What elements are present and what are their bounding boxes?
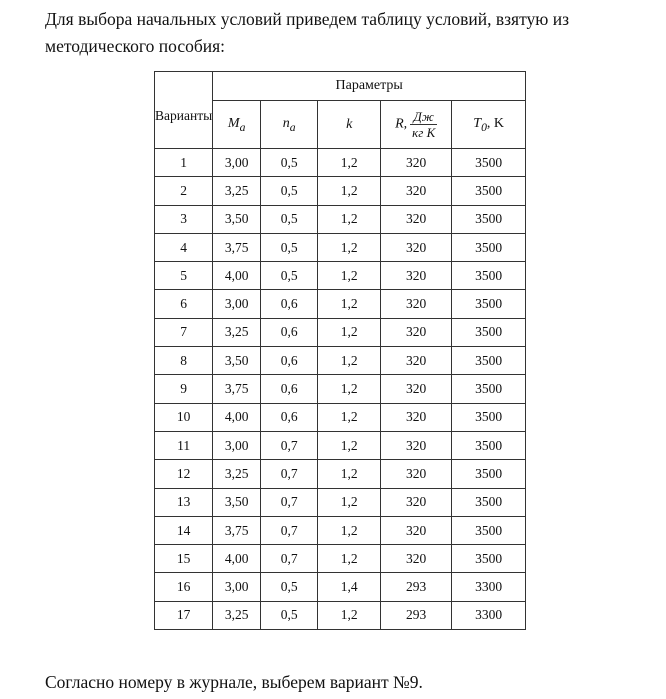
table-row — [155, 347, 526, 375]
r-column-header — [381, 101, 452, 149]
t0-unit: , K — [486, 115, 505, 131]
variant-cell: 5 — [155, 262, 213, 290]
t0-cell: 3500 — [452, 488, 526, 516]
n-cell: 0,7 — [261, 460, 318, 488]
variant-cell: 17 — [155, 601, 213, 629]
r-cell: 320 — [381, 545, 452, 573]
table-row — [155, 318, 526, 346]
r-cell: 320 — [381, 460, 452, 488]
subscript: 0 — [481, 120, 487, 134]
intro-paragraph: Для выбора начальных условий приведем таблицу условий, взятую из методического пособия: — [45, 9, 569, 56]
conclusion-paragraph: Согласно номеру в журнале, выберем вариант №9. — [45, 672, 423, 692]
table-body — [155, 149, 526, 630]
r-cell: 320 — [381, 262, 452, 290]
n-cell: 0,6 — [261, 375, 318, 403]
t0-cell: 3500 — [452, 347, 526, 375]
conditions-table-wrapper — [154, 71, 526, 630]
r-cell: 320 — [381, 149, 452, 177]
variant-cell: 7 — [155, 318, 213, 346]
k-cell: 1,2 — [318, 205, 381, 233]
k-cell: 1,2 — [318, 290, 381, 318]
k-cell: 1,2 — [318, 149, 381, 177]
t0-cell: 3500 — [452, 290, 526, 318]
k-cell: 1,2 — [318, 375, 381, 403]
k-cell: 1,2 — [318, 177, 381, 205]
table-row — [155, 403, 526, 431]
n-cell: 0,7 — [261, 516, 318, 544]
n-cell: 0,6 — [261, 290, 318, 318]
k-cell: 1,2 — [318, 431, 381, 459]
variant-cell: 8 — [155, 347, 213, 375]
mass-cell: 3,25 — [213, 601, 261, 629]
variant-column-header: Варианты — [155, 72, 213, 149]
table-row — [155, 460, 526, 488]
t0-cell: 3500 — [452, 375, 526, 403]
variant-cell: 16 — [155, 573, 213, 601]
k-cell: 1,2 — [318, 545, 381, 573]
r-cell: 320 — [381, 347, 452, 375]
n-cell: 0,5 — [261, 149, 318, 177]
r-cell: 320 — [381, 205, 452, 233]
t0-cell: 3500 — [452, 403, 526, 431]
t0-cell: 3500 — [452, 516, 526, 544]
t0-cell: 3500 — [452, 233, 526, 261]
r-unit-denominator: кг К — [412, 125, 436, 140]
r-cell: 320 — [381, 403, 452, 431]
table-row — [155, 205, 526, 233]
table-row — [155, 375, 526, 403]
table-row — [155, 177, 526, 205]
n-cell: 0,5 — [261, 573, 318, 601]
k-cell: 1,4 — [318, 573, 381, 601]
variant-cell: 3 — [155, 205, 213, 233]
t0-column-header: $T_0$, K — [452, 101, 526, 149]
mass-cell: 3,50 — [213, 205, 261, 233]
table-row — [155, 516, 526, 544]
k-cell: 1,2 — [318, 318, 381, 346]
variant-cell: 13 — [155, 488, 213, 516]
t0-cell: 3500 — [452, 205, 526, 233]
n-cell: 0,7 — [261, 545, 318, 573]
table-row — [155, 488, 526, 516]
r-cell: 320 — [381, 318, 452, 346]
r-cell: 320 — [381, 516, 452, 544]
mass-cell: 3,00 — [213, 149, 261, 177]
k-cell: 1,2 — [318, 488, 381, 516]
table-row — [155, 573, 526, 601]
mass-cell: 3,25 — [213, 460, 261, 488]
mass-cell: 4,00 — [213, 545, 261, 573]
table-row — [155, 233, 526, 261]
n-cell: 0,5 — [261, 177, 318, 205]
r-cell: 320 — [381, 488, 452, 516]
t0-cell: 3500 — [452, 177, 526, 205]
r-cell: 320 — [381, 233, 452, 261]
n-cell: 0,5 — [261, 233, 318, 261]
mass-cell: 3,50 — [213, 488, 261, 516]
mass-cell: 4,00 — [213, 262, 261, 290]
r-cell: 293 — [381, 573, 452, 601]
variant-cell: 9 — [155, 375, 213, 403]
variant-cell: 1 — [155, 149, 213, 177]
n-cell: 0,6 — [261, 318, 318, 346]
table-row — [155, 149, 526, 177]
table-row — [155, 262, 526, 290]
r-cell: 320 — [381, 177, 452, 205]
r-cell: 320 — [381, 290, 452, 318]
mass-cell: 3,50 — [213, 347, 261, 375]
n-column-header: $n_а$ — [261, 101, 318, 149]
r-cell: 293 — [381, 601, 452, 629]
n-cell: 0,7 — [261, 431, 318, 459]
variant-cell: 12 — [155, 460, 213, 488]
r-label: R, — [395, 116, 408, 132]
variant-cell: 4 — [155, 233, 213, 261]
r-unit-fraction — [410, 109, 437, 140]
k-cell: 1,2 — [318, 601, 381, 629]
table-row — [155, 601, 526, 629]
variant-cell: 10 — [155, 403, 213, 431]
mass-cell: 3,25 — [213, 177, 261, 205]
t0-cell: 3500 — [452, 431, 526, 459]
n-cell: 0,5 — [261, 601, 318, 629]
mass-cell: 3,75 — [213, 516, 261, 544]
t0-cell: 3300 — [452, 601, 526, 629]
t0-cell: 3500 — [452, 149, 526, 177]
t0-cell: 3500 — [452, 545, 526, 573]
n-cell: 0,7 — [261, 488, 318, 516]
mass-cell: 3,00 — [213, 290, 261, 318]
n-cell: 0,6 — [261, 403, 318, 431]
k-column-header: k — [318, 101, 381, 149]
subscript: а — [289, 120, 296, 134]
k-cell: 1,2 — [318, 403, 381, 431]
n-cell: 0,5 — [261, 205, 318, 233]
mass-cell: 3,75 — [213, 375, 261, 403]
n-cell: 0,5 — [261, 262, 318, 290]
mass-cell: 3,25 — [213, 318, 261, 346]
mass-cell: 3,00 — [213, 573, 261, 601]
k-cell: 1,2 — [318, 460, 381, 488]
r-cell: 320 — [381, 375, 452, 403]
n-cell: 0,6 — [261, 347, 318, 375]
mass-cell: 4,00 — [213, 403, 261, 431]
r-cell: 320 — [381, 431, 452, 459]
r-unit-numerator: Дж — [410, 109, 437, 125]
subscript: а — [239, 120, 246, 134]
mass-column-header: $M_а$ — [213, 101, 261, 149]
k-cell: 1,2 — [318, 347, 381, 375]
variant-cell: 14 — [155, 516, 213, 544]
mass-cell: 3,75 — [213, 233, 261, 261]
k-cell: 1,2 — [318, 233, 381, 261]
conditions-table — [154, 71, 526, 630]
k-cell: 1,2 — [318, 262, 381, 290]
t0-cell: 3500 — [452, 262, 526, 290]
variant-cell: 11 — [155, 431, 213, 459]
variant-cell: 15 — [155, 545, 213, 573]
table-row — [155, 290, 526, 318]
t0-cell: 3300 — [452, 573, 526, 601]
t0-cell: 3500 — [452, 460, 526, 488]
mass-cell: 3,00 — [213, 431, 261, 459]
variant-cell: 6 — [155, 290, 213, 318]
k-cell: 1,2 — [318, 516, 381, 544]
variant-cell: 2 — [155, 177, 213, 205]
t0-cell: 3500 — [452, 318, 526, 346]
parameters-header: Параметры — [213, 72, 526, 101]
table-row — [155, 431, 526, 459]
table-row — [155, 545, 526, 573]
